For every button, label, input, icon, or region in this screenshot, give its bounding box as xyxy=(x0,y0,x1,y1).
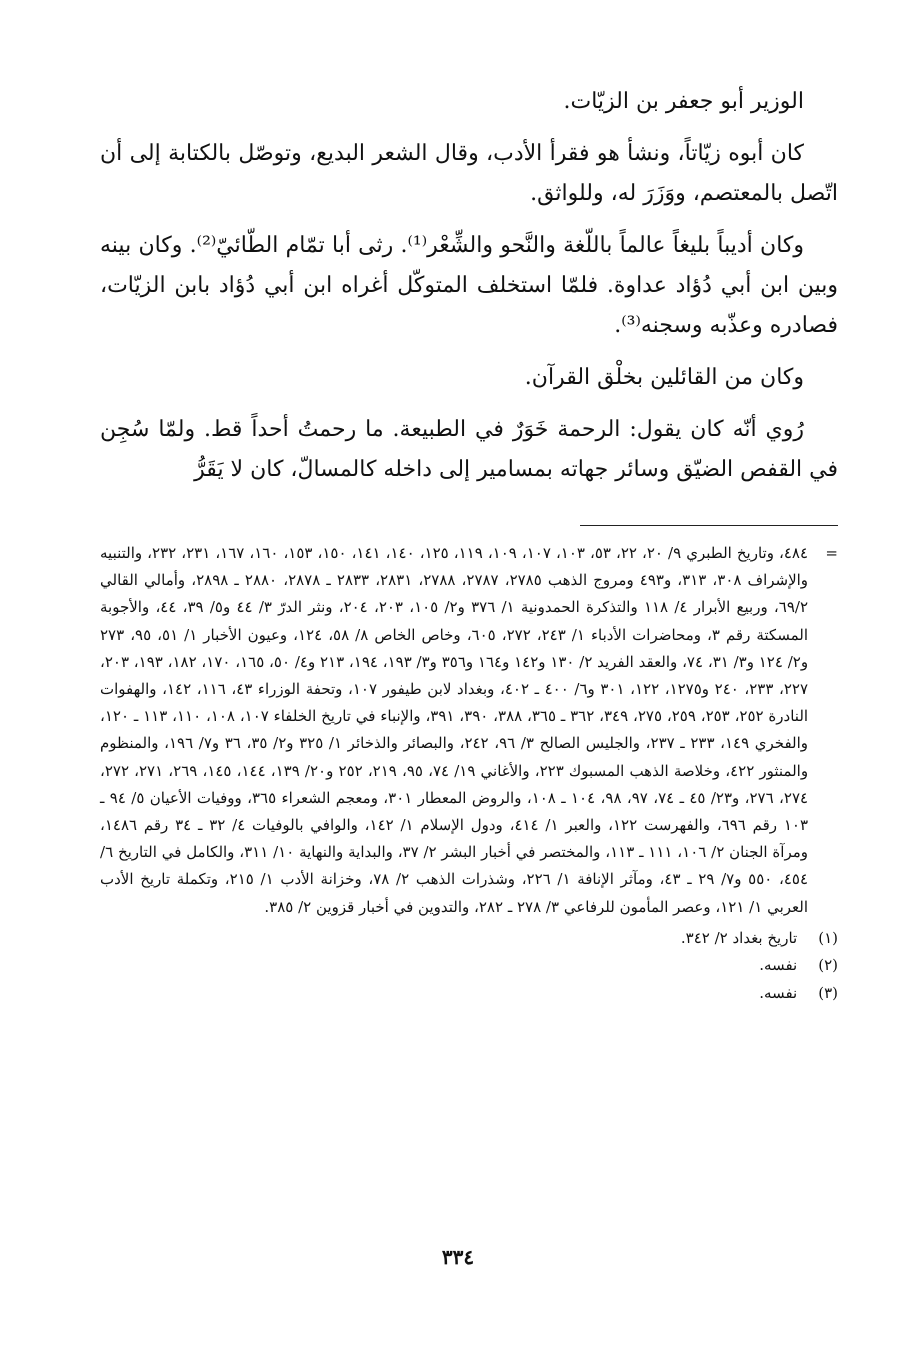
footnote-number: (٣) xyxy=(818,983,838,1002)
page-number: ٣٣٤ xyxy=(441,1245,475,1269)
footnote-number: (١) xyxy=(818,928,838,947)
paragraph-1: الوزير أبو جعفر بن الزيّات. xyxy=(563,89,804,114)
paragraph-4: وكان من القائلين بخلْق القرآن. xyxy=(524,365,804,390)
footnote-item xyxy=(100,980,838,1008)
main-text xyxy=(100,82,838,502)
paragraph-2: كان أبوه زيّاتاً، ونشأ هو فقرأ الأدب، وقال الشعر البديع، وتوصّل بالكتابة إلى أن اتّصل بالمعتصم، ووَزَرَ له، وللواثق. xyxy=(100,141,838,206)
footnote-item xyxy=(100,952,838,980)
footnote-number: (٢) xyxy=(818,956,838,975)
footnote-text: تاريخ بغداد ٢/ ٣٤٢. xyxy=(680,928,798,947)
footnote-item xyxy=(100,925,838,953)
footnotes xyxy=(100,540,838,1007)
paragraph-5: رُوي أنّه كان يقول: الرحمة خَوَرٌ في الطبيعة. ما رحمتُ أحداً قط. ولمّا سُجِن في القفص الضيّق وسائر جهاته بمسامير إلى داخله كالمسالّ، كان لا يَقَرُّ xyxy=(100,417,838,482)
continuation-text: ٤٨٤، وتاريخ الطبري ٩/ ٢٠، ٢٢، ٥٣، ١٠٣، ١٠٧، ١٠٩، ١١٩، ١٢٥، ١٤٠، ١٤١، ١٥٠، ١٥٣، ١٦٠، ١٦٧، ٢٣١، ٢٣٢، والتنبيه والإشراف ٣٠٨، ٣١٣، و٤٩٣ ومروج الذهب ٢٧٨٥، ٢٧٨٧، ٢٧٨٨، ٢٨٣١، ٢٨٣٣ ـ ٢٨٧٨، ٢٨٨٠ ـ ٢٨٩٨، وأمالي القالي ٦٩/٢، وربيع الأبرار ٤/ ١١٨ والتذكرة الحمدونية ١/ ٣٧٦ و٢/ ١٠٥، ٢٠٣، ٢٠٤، ونثر الدرّ ٣/ ٤٤ و٥/ ٣٩، ٤٤، والأجوبة المسكتة رقم ٣، ومحاضرات الأدباء ١/ ٢٤٣، ٢٧٢، ٦٠٥، وخاص الخاص ٨/ ٥٨، ١٢٤، وعيون الأخبار ١/ ٥١، ٩٥، ٢٧٣ و٢/ ١٢٤ و٣/ ٣١، ٧٤، والعقد الفريد ٢/ ١٣٠ و١٤٢ و١٦٤ و٣٥٦ و٣/ ١٩٣، ١٩٤، ٢١٣ و٤/ ٥٠، ١٦٥، ١٧٠، ١٨٢، ١٩٣، ٢٠٣، ٢٢٧، ٢٣٣، ٢٤٠ و١٢٧٥، ١٢٢، ٣٠١ و٦/ ٤٠٠ ـ ٤٠٢، وبغداد لابن طيفور ١٠٧، وتحفة الوزراء ٤٣، ١١٦، ١٤٢، والهفوات النادرة ٢٥٢، ٢٥٣، ٢٥٩، ٢٧٥، ٣٤٩، ٣٦٢ ـ ٣٦٥، ٣٨٨، ٣٩٠، ٣٩١، والإنباء في تاريخ الخلفاء ١٠٧، ١٠٨، ١١٠، ١١٣ ـ ١٢٠، والفخري ١٤٩، ٢٣٣ ـ ٢٣٧، والجليس الصالح ٣/ ٩٦، ٢٤٢، والبصائر والذخائر ١/ ٣٢٥ و٢/ ٣٥، ٣٦ و٧/ ١٩٦، والمنظوم والمنثور ٤٢٢، وخلاصة الذهب المسبوك ٢٢٣، والأغاني ١٩/ ٧٤، ٩٥، ٢١٩، ٢٥٢ و٢٠/ ١٣٩، ١٤٤، ١٤٥، ٢٦٩، ٢٧١، ٢٧٢، ٢٧٤، ٢٧٦، و٢٣/ ٤٥ ـ ٧٤، ٩٧، ٩٨، ١٠٤ ـ ١٠٨، والروض المعطار ٣٠١، ومعجم الشعراء ٣٦٥، ووفيات الأعيان ٥/ ٩٤ ـ ١٠٣ رقم ٦٩٦، والفهرست ١٢٢، والعبر ١/ ٤١٤، ودول الإسلام ١/ ١٤٢، والوافي بالوفيات ٤/ ٣٢ ـ ٣٤ رقم ١٤٨٦، ومرآة الجنان ٢/ ١٠٦، ١١١ ـ ١١٣، والمختصر في أخبار البشر ٢/ ٣٧، والبداية والنهاية ١٠/ ٣١١، والكامل في التاريخ ٦/ ٤٥٤، ٥٥٠ و٧/ ٢٩ ـ ٤٣، ومآثر الإنافة ١/ ٢٢٦، وشذرات الذهب ٢/ ٧٨، وخزانة الأدب ١/ ٢١٥، وتكملة تاريخ الأدب العربي ١/ ١٢١، وعصر المأمون للرفاعي ٣/ ٢٧٨ ـ ٢٨٢، والتدوين في أخبار قزوين ٢/ ٣٨٥. xyxy=(100,544,809,916)
paragraph-3: وكان أديباً بليغاً عالماً باللّغة والنَّحو والشِّعْر⁽¹⁾. رثى أبا تمّام الطّائيّ⁽²⁾. وكان بينه وبين ابن أبي دُؤاد عداوة. فلمّا استخلف المتوكّل أغراه ابن أبي دُؤاد بابن الزيّات، فصادره وعذّبه وسجنه⁽³⁾. xyxy=(100,233,838,338)
footnote-list xyxy=(100,925,838,1008)
footnote-text: نفسه. xyxy=(759,956,798,975)
footnote-divider xyxy=(580,525,838,526)
continuation-mark: = xyxy=(825,544,838,562)
footnote-continuation xyxy=(100,540,838,921)
footnote-text: نفسه. xyxy=(759,983,798,1002)
